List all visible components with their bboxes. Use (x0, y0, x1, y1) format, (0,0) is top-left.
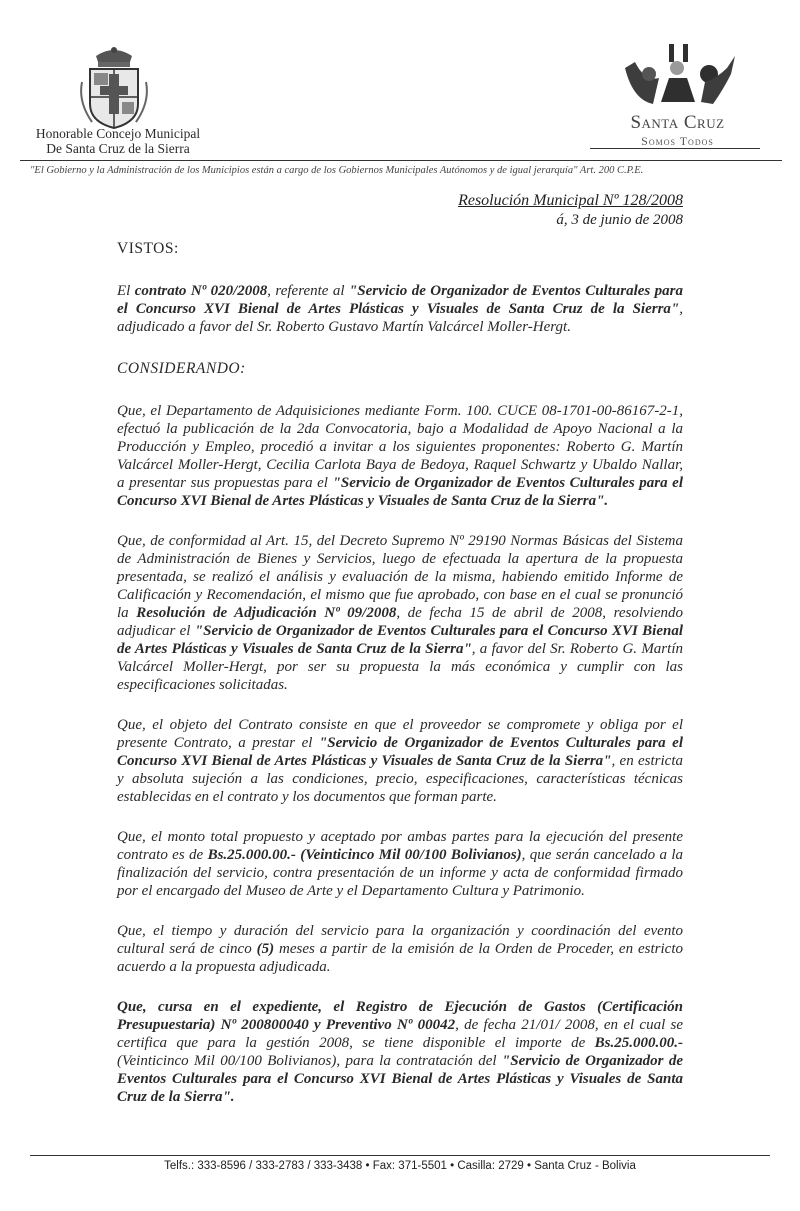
header-divider (20, 160, 782, 161)
considerando-heading: CONSIDERANDO: (117, 360, 246, 377)
considerando-paragraph-5: Que, el tiempo y duración del servicio para la organización y coordinación del evento cultural será de cinco (5) meses a partir de la emisión de la Orden de Proceder, en estricto acuerdo a la propuesta adjudicada. (117, 923, 683, 975)
considerando-paragraph-2: Que, de conformidad al Art. 15, del Decreto Supremo Nº 29190 Normas Básicas del Sistema de Administración de Bienes y Servicios, luego de efectuada la apertura de la propuesta presentada, se realizó el análisis y evaluación de la misma, habiendo emitido Informe de Calificación y Recomendación, el mismo que fue aprobado, con base en el cual se pronunció la Resolución de Adjudicación Nº 09/2008, de fecha 15 de abril de 2008, resolviendo adjudicar el "Servicio de Organizador de Eventos Culturales para el Concurso XVI Bienal de Artes Plásticas y Visuales de Santa Cruz de la Sierra", a favor del Sr. Roberto G. Martín Valcárcel Moller-Hergt, por ser su propuesta la más económica y cumplir con las especificaciones solicitadas. (117, 533, 683, 693)
vistos-heading: VISTOS: (117, 240, 179, 257)
constitution-motto: "El Gobierno y la Administración de los Municipios están a cargo de los Gobiernos Municipales Autónomos y de igual jerarquía" Art. 200 C.P.E. (30, 165, 644, 176)
council-line-1: Honorable Concejo Municipal (35, 126, 201, 141)
council-line-2: De Santa Cruz de la Sierra (46, 141, 190, 156)
vistos-paragraph: El contrato Nº 020/2008, referente al "Servicio de Organizador de Eventos Culturales para el Concurso XVI Bienal de Artes Plásticas y Visuales de Santa Cruz de la Sierra", adjudicado a favor del Sr. Roberto Gustavo Martín Valcárcel Moller-Hergt. (117, 283, 683, 335)
council-name (18, 126, 218, 156)
considerando-paragraph-6: Que, cursa en el expediente, el Registro de Ejecución de Gastos (Certificación Presupuestaria) Nº 200800040 y Preventivo Nº 00042, de fecha 21/01/ 2008, en el cual se certifica que para la gestión 2008, se tiene disponible el importe de Bs.25.000.00.- (Veinticinco Mil 00/100 Bolivianos), para la contratación del "Servicio de Organizador de Eventos Culturales para el Concurso XVI Bienal de Artes Plásticas y Visuales de Santa Cruz de la Sierra". (117, 999, 683, 1105)
considerando-paragraph-3: Que, el objeto del Contrato consiste en que el proveedor se compromete y obliga por el presente Contrato, a prestar el "Servicio de Organizador de Eventos Culturales para el Concurso XVI Bienal de Artes Plásticas y Visuales de Santa Cruz de la Sierra", en estricta y absoluta sujeción a las condiciones, precio, especificaciones, características técnicas establecidas en el contrato y los documentos que forman parte. (117, 717, 684, 805)
resolution-title: Resolución Municipal Nº 128/2008 (458, 192, 683, 209)
footer-divider (30, 1155, 770, 1156)
resolution-date: á, 3 de junio de 2008 (556, 212, 683, 228)
santa-cruz-name: Santa Cruz (630, 112, 725, 133)
santa-cruz-logo-icon (605, 38, 755, 116)
considerando-paragraph-1: Que, el Departamento de Adquisiciones mediante Form. 100. CUCE 08-1701-00-86167-2-1, efectuó la publicación de la 2da Convocatoria, bajo a Modalidad de Apoyo Nacional a la Producción y Empleo, procedió a invitar a los siguientes proponentes: Roberto G. Martín Valcárcel Moller-Hergt, Cecilia Carlota Baya de Bedoya, Raquel Schwartz y Ubaldo Nallar, a presentar sus propuestas para el "Servicio de Organizador de Eventos Culturales para el Concurso XVI Bienal de Artes Plásticas y Visuales de Santa Cruz de la Sierra". (117, 403, 683, 509)
santa-cruz-tagline: Somos Todos (641, 134, 714, 148)
coat-of-arms-icon (78, 42, 150, 134)
considerando-paragraph-4: Que, el monto total propuesto y aceptado por ambas partes para la ejecución del presente contrato es de Bs.25.000.00.- (Veinticinco Mil 00/100 Bolivianos), que serán cancelado a la finalización del servicio, contra presentación de un informe y acta de conformidad firmado por el encargado del Museo de Arte y el Departamento Cultura y Patrimonio. (117, 829, 683, 899)
footer-contact: Telfs.: 333-8596 / 333-2783 / 333-3438 • Fax: 371-5501 • Casilla: 2729 • Santa Cruz - Bolivia (164, 1160, 636, 1172)
document-body (117, 240, 683, 1106)
